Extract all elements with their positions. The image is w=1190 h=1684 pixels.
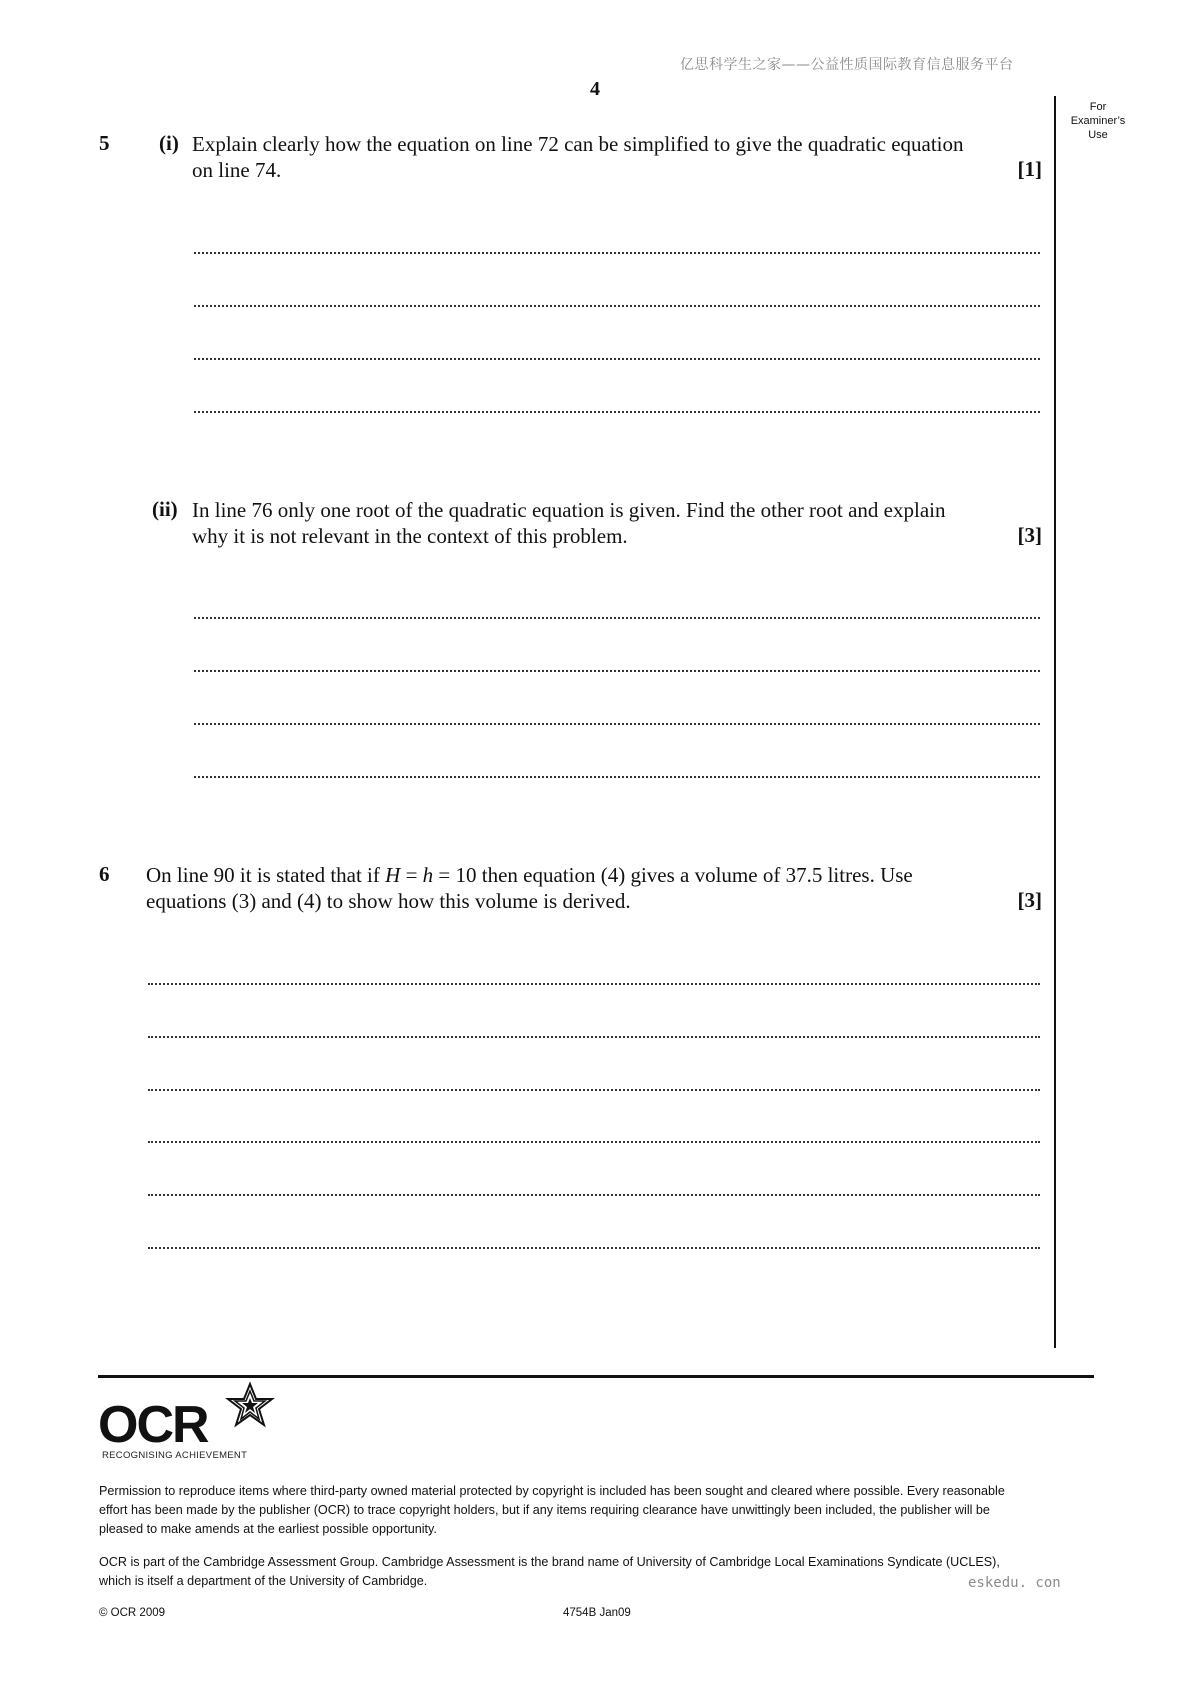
question-6-line-2: equations (3) and (4) to show how this volume is derived. <box>146 889 631 913</box>
question-6-line-1-end: = 10 then equation (4) gives a volume of 37.5 litres. Use <box>433 863 913 887</box>
question-5-part-i-line-1: Explain clearly how the equation on line 72 can be simplified to give the quadratic equation <box>192 132 964 156</box>
question-5-part-ii-marks: [3] <box>1017 523 1042 547</box>
answer-line[interactable] <box>194 615 1040 619</box>
question-6-text <box>146 862 1042 914</box>
answer-line[interactable] <box>194 356 1040 360</box>
permission-line-1: Permission to reproduce items where third-party owned material protected by copyright is included has been sought and cleared where possible. Every reasonable <box>99 1484 1005 1498</box>
question-5-part-ii-line-1: In line 76 only one root of the quadratic equation is given. Find the other root and explain <box>192 498 946 522</box>
question-5-part-i-marks: [1] <box>1017 157 1042 181</box>
watermark-text: 亿思科学生之家——公益性质国际教育信息服务平台 <box>680 57 1014 73</box>
footer-rule <box>98 1375 1094 1378</box>
answer-line[interactable] <box>194 303 1040 307</box>
cambridge-line-1: OCR is part of the Cambridge Assessment Group. Cambridge Assessment is the brand name of University of Cambridge Local Examinations Syndicate (UCLES), <box>99 1555 1000 1569</box>
page-number: 4 <box>590 78 600 100</box>
answer-line[interactable] <box>194 668 1040 672</box>
star-icon <box>228 1384 272 1425</box>
answer-line[interactable] <box>194 250 1040 254</box>
answer-line[interactable] <box>148 1245 1040 1249</box>
examiner-line-3: Use <box>1088 129 1108 141</box>
question-5-part-ii-text <box>192 497 1042 549</box>
question-6-line-1 <box>146 862 1042 888</box>
eskedu-watermark: eskedu. con <box>968 1575 1061 1591</box>
answer-line[interactable] <box>148 1139 1040 1143</box>
ocr-logo-text: OCR <box>98 1396 208 1454</box>
examiner-use-label <box>1058 100 1138 142</box>
question-5-part-i-line-2: on line 74. <box>192 158 282 182</box>
ocr-logo <box>98 1380 278 1456</box>
copyright-text: © OCR 2009 <box>99 1607 166 1619</box>
question-5-part-ii-label: (ii) <box>152 497 178 521</box>
ocr-tagline: RECOGNISING ACHIEVEMENT <box>102 1450 248 1461</box>
permission-line-2: effort has been made by the publisher (OCR) to trace copyright holders, but if any items requiring clearance have unwittingly been included, the publisher will be <box>99 1503 990 1517</box>
answer-line[interactable] <box>148 981 1040 985</box>
answer-line[interactable] <box>194 721 1040 725</box>
answer-line[interactable] <box>194 774 1040 778</box>
answer-line[interactable] <box>148 1087 1040 1091</box>
examiner-margin-rule <box>1054 96 1056 1348</box>
question-6-line-1-start: On line 90 it is stated that if <box>146 863 386 887</box>
question-5-part-ii-line-2: why it is not relevant in the context of this problem. <box>192 524 628 548</box>
variable-h: h <box>422 863 434 887</box>
answer-line[interactable] <box>148 1034 1040 1038</box>
answer-line[interactable] <box>194 409 1040 413</box>
question-6-number: 6 <box>99 862 110 886</box>
question-5-part-i-label: (i) <box>159 131 179 155</box>
equals-sign: = <box>400 863 423 887</box>
examiner-line-1: For <box>1089 101 1107 113</box>
permission-line-3: pleased to make amends at the earliest possible opportunity. <box>99 1522 437 1536</box>
question-5-number: 5 <box>99 131 110 155</box>
paper-code: 4754B Jan09 <box>563 1607 631 1619</box>
question-6-marks: [3] <box>1017 888 1042 912</box>
answer-line[interactable] <box>148 1192 1040 1196</box>
cambridge-line-2: which is itself a department of the University of Cambridge. <box>99 1574 428 1588</box>
variable-H: H <box>385 863 401 887</box>
examiner-line-2: Examiner’s <box>1070 115 1126 127</box>
question-5-part-i-text <box>192 131 1042 183</box>
permission-notice <box>99 1482 1099 1539</box>
cambridge-notice <box>99 1553 1099 1591</box>
